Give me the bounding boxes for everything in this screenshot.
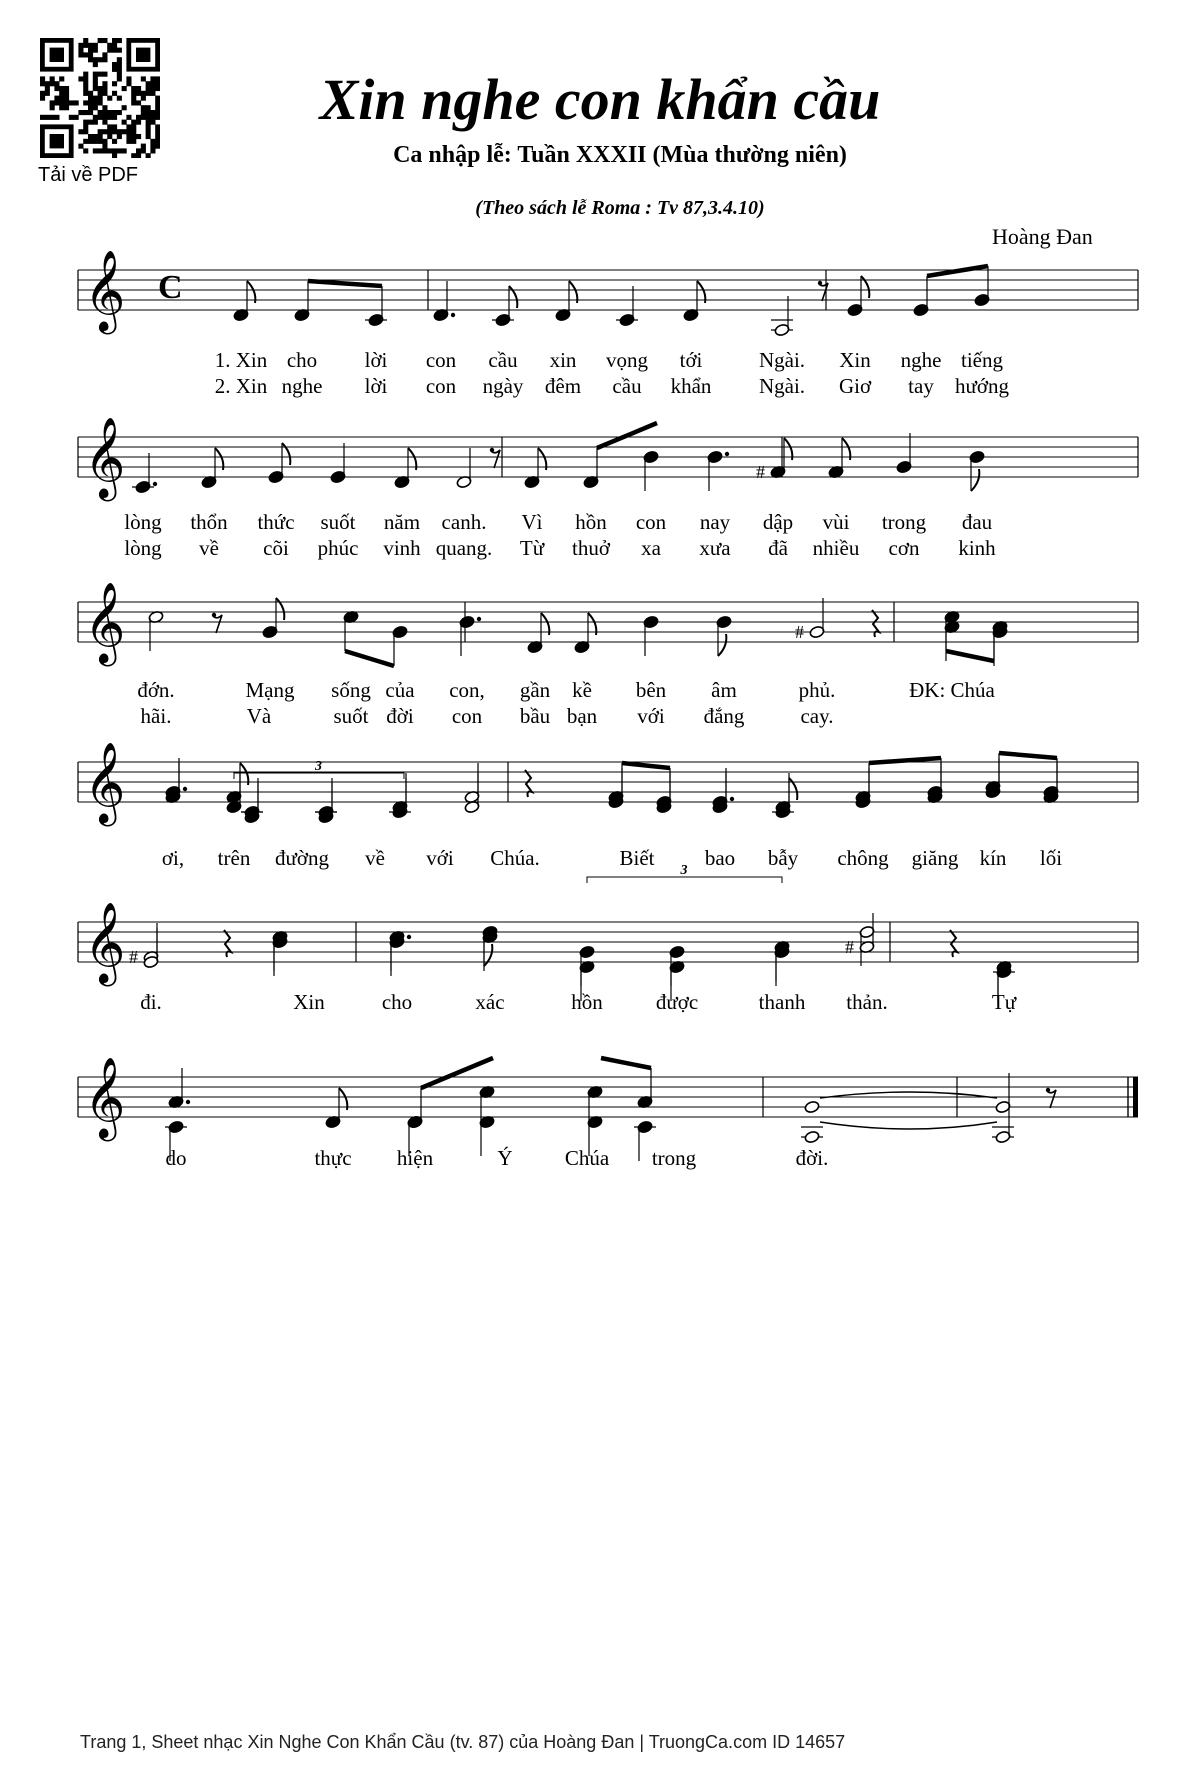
note-beam [946,651,994,661]
lyric-syllable: hướng [955,374,1009,398]
note-dot [407,935,411,939]
lyric-syllable: do [165,1146,187,1170]
note-beam [601,1058,651,1068]
lyric-syllable: lối [1039,846,1063,870]
song-subtitle: Ca nhập lễ: Tuần XXXII (Mùa thường niên) [393,142,847,168]
lyric-syllable: lời [364,348,388,372]
lyric-syllable: bẫy [767,846,799,870]
note-beam [308,281,382,286]
lyric-syllable: nay [699,510,731,534]
note-flag [509,286,517,308]
note-head [804,1130,820,1144]
lyric-syllable: trong [881,510,927,534]
quarter-rest-icon [525,770,532,797]
lyric-syllable: Mạng [245,678,295,702]
lyric-syllable: Từ [519,536,545,560]
lyric-syllable: lòng [124,510,162,534]
lyric-syllable: với [637,704,665,728]
note-dot [451,313,455,317]
lyric-syllable: xa [641,536,661,560]
lyric-syllable: suốt [320,510,356,534]
lyric-syllable: vọng [606,348,648,372]
lyric-syllable: kề [572,678,592,702]
treble-clef-icon: 𝄞 [84,585,126,662]
lyric-syllable: nghe [900,348,942,372]
lyric-syllable: vinh [383,536,421,560]
lyric-syllable: nghe [281,374,323,398]
lyric-syllable: giăng [911,846,959,870]
lyric-syllable: đắng [703,704,745,728]
lyric-syllable: đớn. [137,678,175,702]
note-flag [484,944,492,966]
lyric-syllable: cầu [612,374,642,398]
quarter-rest-icon [224,930,231,957]
lyric-syllable: thổn [190,510,228,534]
treble-clef-icon: 𝄞 [84,420,126,497]
eighth-rest-dot [212,613,216,617]
lyric-syllable: lòng [124,536,162,560]
song-title: Xin nghe con khẩn cầu [319,67,881,132]
note-beam [622,763,670,768]
note-beam [345,651,394,666]
lyric-syllable: đường [275,846,329,870]
lyric-syllable: hãi. [140,704,172,728]
lyric-syllable: được [655,990,699,1014]
lyric-syllable: chông [837,846,889,870]
lyric-syllable: canh. [441,510,487,534]
lyric-syllable: suốt [333,704,369,728]
lyric-syllable: bạn [566,704,598,728]
lyric-syllable: lời [364,374,388,398]
lyric-syllable: ngày [482,374,524,398]
lyric-syllable: tiếng [961,348,1003,372]
lyric-syllable: về [365,846,385,870]
lyric-syllable: Giơ [838,374,872,398]
lyric-syllable: của [385,678,415,702]
lyric-syllable: đời [386,704,414,728]
lyric-syllable: Và [246,704,272,728]
eighth-rest-icon [491,450,500,468]
note-dot [477,617,481,621]
lyric-syllable: xin [549,348,577,372]
treble-clef-icon: 𝄞 [84,253,126,330]
lyric-syllable: tới [679,348,703,372]
lyric-syllable: cho [381,990,413,1014]
lyric-syllable: vùi [822,510,850,534]
treble-clef-icon: 𝄞 [84,1060,126,1137]
lyric-syllable: con [451,704,483,728]
lyric-syllable: về [199,536,219,560]
lyric-syllable: đi. [140,990,162,1014]
lyric-syllable: khẩn [670,374,712,398]
lyric-syllable: Xin [293,990,325,1014]
note-dot [186,1100,190,1104]
note-flag [276,598,284,620]
lyric-syllable: thản. [846,990,888,1014]
quarter-rest-icon [872,610,879,637]
lyric-syllable: năm [383,510,421,534]
lyric-syllable: Biết [619,846,655,870]
lyric-syllable: sống [331,678,371,702]
note-dot [730,797,734,801]
note-beam [421,1058,493,1088]
lyric-syllable: cầu [488,348,518,372]
lyric-syllable: nhiều [812,536,860,560]
note-dot [725,452,729,456]
lyric-syllable: thuở [572,536,610,560]
lyric-syllable: bầu [519,704,551,728]
note-flag [718,634,726,656]
lyric-syllable: tay [908,374,934,398]
lyric-syllable: đau [961,510,993,534]
lyric-syllable: xác [475,990,505,1014]
sharp-sign: # [756,462,765,482]
lyric-syllable: đêm [544,374,582,398]
lyric-syllable: Ngài. [758,374,806,398]
lyric-syllable: con, [449,678,485,702]
note-flag [789,778,797,800]
lyric-syllable: bao [704,846,736,870]
lyric-syllable: phủ. [798,678,836,702]
note-beam [927,266,988,276]
sharp-sign: # [795,622,804,642]
lyric-syllable: đời. [795,1146,829,1170]
lyric-syllable: 1. Xin [214,348,268,372]
lyric-syllable: kín [979,846,1007,870]
note-dot [153,482,157,486]
lyric-syllable: âm [711,678,737,702]
eighth-rest-icon [819,283,828,301]
lyric-syllable: con [425,348,457,372]
lyric-syllable: con [635,510,667,534]
note-beam [597,423,657,448]
lyric-syllable: Tự [991,990,1017,1014]
lyric-syllable: thức [257,510,295,534]
lyric-syllable: đã [768,536,788,560]
lyric-syllable: trên [217,846,251,870]
lyric-syllable: Vì [521,510,543,534]
lyric-syllable: cơn [888,536,920,560]
final-barline-thick [1133,1077,1138,1117]
sharp-sign: # [845,937,854,957]
lyric-syllable: kinh [958,536,996,560]
lyric-syllable: xưa [699,536,731,560]
composer-name: Hoàng Đan [992,224,1093,249]
lyric-syllable: hồn [571,990,603,1014]
note-flag [861,276,869,298]
lyric-syllable: thực [314,1146,352,1170]
lyric-syllable: hiện [396,1146,434,1170]
lyric-syllable: Chúa. [490,846,540,870]
tie-arc [820,1122,997,1129]
lyric-syllable: cay. [800,704,834,728]
lyric-syllable: con [425,374,457,398]
lyric-syllable: cõi [263,536,289,560]
triplet-number: 3 [315,759,322,774]
song-source: (Theo sách lễ Roma : Tv 87,3.4.10) [475,197,765,219]
lyric-syllable: Chúa [564,1146,610,1170]
treble-clef-icon: 𝄞 [84,745,126,822]
time-signature: C [158,269,183,306]
lyric-syllable: dập [762,510,794,534]
eighth-rest-icon [1047,1090,1056,1108]
note-beam [999,753,1057,758]
sharp-sign: # [129,947,138,967]
lyric-syllable: hồn [575,510,607,534]
lyric-syllable: quang. [435,536,493,560]
lyric-syllable: cho [286,348,318,372]
lyric-syllable: với [426,846,454,870]
lyric-syllable: Xin [839,348,871,372]
note-flag [971,469,979,491]
quarter-rest-icon [950,930,957,957]
lyric-syllable: ĐK: Chúa [909,678,995,702]
eighth-rest-dot [1046,1088,1050,1092]
eighth-rest-dot [818,281,822,285]
lyric-syllable: 2. Xin [214,374,268,398]
lyric-syllable: trong [651,1146,697,1170]
download-pdf-link[interactable]: Tải về PDF [38,164,139,186]
eighth-rest-dot [490,448,494,452]
lyric-syllable: ơi, [161,846,185,870]
page-footer: Trang 1, Sheet nhạc Xin Nghe Con Khẩn Cầu (tv. 87) của Hoàng Đan | TruongCa.com ID 14657 [80,1732,846,1752]
treble-clef-icon: 𝄞 [84,905,126,982]
lyric-syllable: Ý [497,1146,513,1170]
note-flag [282,443,290,465]
note-head [804,1100,820,1114]
lyric-syllable: Ngài. [758,348,806,372]
lyric-syllable: gần [519,678,551,702]
triplet-number: 3 [680,863,688,878]
lyric-syllable: phúc [317,536,359,560]
eighth-rest-icon [213,615,222,633]
note-dot [183,787,187,791]
lyric-syllable: thanh [758,990,806,1014]
lyric-syllable: bên [635,678,667,702]
